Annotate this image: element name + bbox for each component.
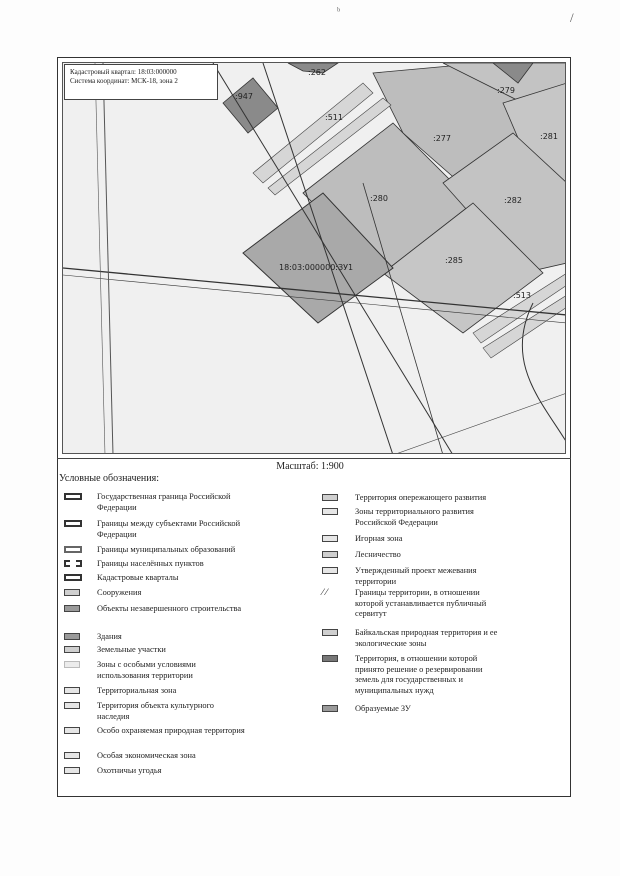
info-coordinate-system: Система координат: МСК-18, зона 2 [70, 77, 178, 85]
label-947: :947 [235, 92, 253, 101]
legend-symbol-icon: ⁄ ⁄ [322, 587, 328, 597]
legend-label: Образуемые ЗУ [355, 704, 411, 713]
legend-label: Границы населённых пунктов [97, 559, 204, 568]
legend-label: Территория, в отношении которой принято решение о резервировании земель для государственных и муниципальных нужд [355, 654, 483, 695]
legend-symbol-icon [322, 567, 338, 574]
legend-symbol-icon [64, 520, 82, 527]
legend-label: Утвержденный проект межевания территории [355, 566, 477, 586]
legend-symbol-icon [322, 655, 338, 662]
legend-symbol-icon [64, 493, 82, 500]
legend-symbol-icon [322, 508, 338, 515]
label-511: :511 [325, 113, 343, 122]
label-282: :282 [504, 196, 522, 205]
legend-label: Сооружения [97, 588, 142, 597]
legend-symbol-icon [322, 629, 338, 636]
legend-divider [57, 458, 571, 459]
legend-symbol-icon [64, 574, 82, 581]
legend-symbol-icon [64, 702, 80, 709]
legend-symbol-icon [64, 661, 80, 668]
cadastral-map[interactable] [62, 62, 566, 454]
legend-symbol-icon [64, 633, 80, 640]
legend-label: Границы между субъектами Российской Федерации [97, 519, 241, 539]
legend-label: Государственная граница Российской Федерации [97, 492, 231, 512]
legend-label: Границы муниципальных образований [97, 545, 236, 554]
info-quarter: Кадастровый квартал: 18:03:000000 [70, 68, 177, 76]
label-zu1: 18:03:000000:ЗУ1 [279, 263, 354, 272]
label-513: :513 [513, 291, 531, 300]
legend-label: Особая экономическая зона [97, 751, 196, 760]
legend-symbol-icon [64, 752, 80, 759]
legend-label: Территория объекта культурного наследия [97, 701, 214, 721]
map-canvas [63, 63, 566, 454]
corner-mark-right: / [570, 10, 574, 25]
legend-label: Территория опережающего развития [355, 493, 487, 502]
legend-symbol-icon [64, 546, 82, 553]
legend-symbol-icon [64, 589, 80, 596]
legend-symbol-icon [64, 687, 80, 694]
legend-title: Условные обозначения: [59, 473, 160, 484]
label-277: :277 [433, 134, 451, 143]
legend-label: Зоны с особыми условиями использования территории [97, 660, 196, 680]
legend-label: Границы территории, в отношении которой устанавливается публичный сервитут [355, 588, 487, 618]
legend-label: Здания [97, 632, 122, 641]
label-279: :279 [497, 86, 515, 95]
legend-label: Охотничьи угодья [97, 766, 162, 775]
legend-symbol-icon [322, 705, 338, 712]
legend-label: Объекты незавершенного строительства [97, 604, 242, 613]
legend-symbol-icon [322, 494, 338, 501]
legend-label: Игорная зона [355, 534, 403, 543]
legend-label: Особо охраняемая природная территория [97, 726, 245, 735]
legend-symbol-icon [64, 605, 80, 612]
legend-symbol-icon [322, 551, 338, 558]
legend-label: Байкальская природная территория и ее экологические зоны [355, 628, 498, 648]
legend-symbol-icon [322, 535, 338, 542]
corner-mark-top: ᵇ [337, 6, 341, 17]
label-262: :262 [308, 68, 326, 77]
legend-label: Кадастровые кварталы [97, 573, 179, 582]
label-280: :280 [370, 194, 388, 203]
label-281: :281 [540, 132, 558, 141]
label-285: :285 [445, 256, 463, 265]
legend-symbol-icon [64, 646, 80, 653]
map-scale: Масштаб: 1:900 [276, 461, 344, 472]
legend-symbol-icon [64, 560, 82, 567]
legend-symbol-icon [64, 767, 80, 774]
map-info-box [64, 64, 218, 100]
legend-symbol-icon [64, 727, 80, 734]
legend-label: Земельные участки [97, 645, 166, 654]
legend-label: Зоны территориального развития Российской Федерации [355, 507, 474, 527]
legend-label: Лесничество [355, 550, 401, 559]
legend-label: Территориальная зона [97, 686, 177, 695]
